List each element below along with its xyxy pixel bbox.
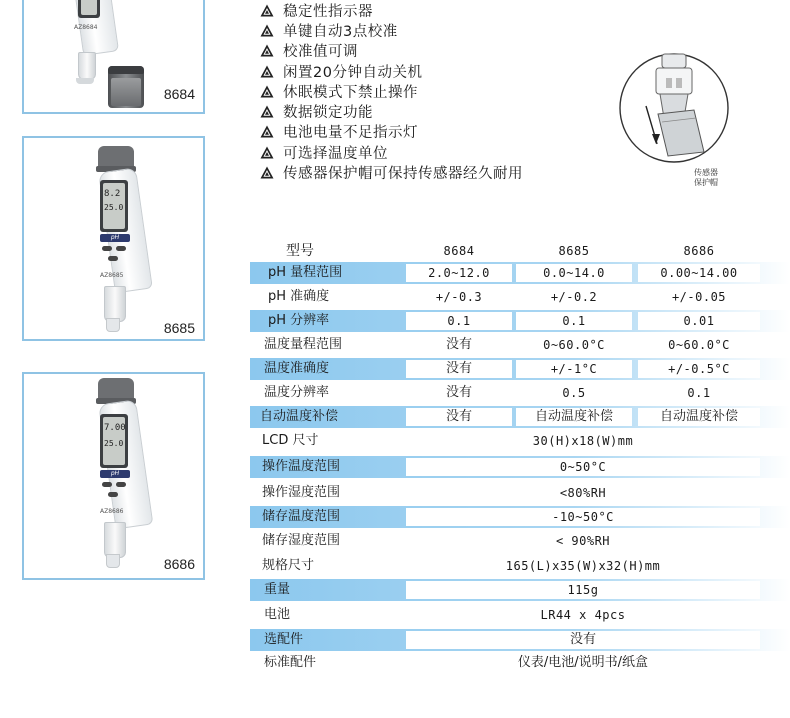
table-cell: 0.1: [687, 386, 711, 400]
table-cell: +/-1°C: [550, 362, 598, 376]
list-item: 单键自动3点校准: [260, 20, 523, 40]
table-row: [250, 555, 790, 577]
warning-triangle-icon: [260, 44, 274, 57]
row-label: pH 量程范围: [268, 265, 343, 280]
table-row: [250, 430, 790, 452]
table-row: [250, 262, 790, 284]
table-cell: 没有: [445, 385, 472, 400]
table-cell: +/-0.2: [550, 290, 598, 304]
table-cell: 没有: [445, 337, 472, 352]
warning-triangle-icon: [260, 166, 274, 179]
warning-triangle-icon: [260, 4, 274, 17]
product-card-8685: [22, 136, 205, 341]
row-label: 操作温度范围: [262, 459, 341, 474]
sensor-caption: 传感器 保护帽: [694, 168, 718, 187]
header-cell: 8684: [443, 244, 475, 258]
table-cell: <80%RH: [559, 486, 607, 500]
header-cell: 8686: [683, 244, 715, 258]
table-cell: 0.00~14.00: [660, 266, 738, 280]
table-cell: 2.0~12.0: [428, 266, 490, 280]
ph-meter-image: 8.2 25.0 pH AZ8685: [84, 146, 154, 336]
table-row: [250, 506, 790, 528]
table-cell: 0~50°C: [559, 460, 607, 474]
table-cell: 0.1: [447, 314, 471, 328]
row-label: 规格尺寸: [262, 558, 315, 573]
feature-list: [260, 0, 523, 183]
table-cell: 0.0~14.0: [543, 266, 605, 280]
table-cell: 30(H)x18(W)mm: [532, 434, 634, 448]
table-row: [250, 629, 790, 651]
row-label: 操作湿度范围: [262, 485, 341, 500]
warning-triangle-icon: [260, 125, 274, 138]
device-model-text: AZ8685: [100, 272, 124, 279]
warning-triangle-icon: [260, 85, 274, 98]
table-cell: < 90%RH: [555, 534, 611, 548]
list-item: 数据锁定功能: [260, 101, 523, 121]
model-label: 8685: [163, 320, 195, 336]
sensor-cap-image: [108, 66, 144, 108]
table-cell: 0~60.0°C: [543, 338, 605, 352]
row-label: 标准配件: [264, 655, 317, 670]
table-cell: 0.01: [683, 314, 715, 328]
table-row: [250, 652, 790, 674]
table-cell: 0.1: [562, 314, 586, 328]
table-row: [250, 482, 790, 504]
product-card-8686: [22, 372, 205, 580]
header-cell: 8685: [558, 244, 590, 258]
sensor-cap-illustration: [612, 44, 762, 169]
list-item: 校准值可调: [260, 41, 523, 61]
list-item: 传感器保护帽可保持传感器经久耐用: [260, 162, 523, 182]
table-cell: +/-0.3: [435, 290, 483, 304]
row-label: 温度准确度: [264, 361, 330, 376]
list-item: 闲置20分钟自动关机: [260, 61, 523, 81]
row-label: 电池: [264, 607, 291, 622]
table-header: [250, 240, 790, 262]
table-row: [250, 382, 790, 404]
row-label: 储存温度范围: [262, 509, 341, 524]
list-item: 可选择温度单位: [260, 142, 523, 162]
table-cell: LR44 x 4pcs: [540, 608, 626, 622]
header-label: 型号: [286, 243, 314, 259]
row-label: 选配件: [264, 632, 304, 647]
table-cell: 仪表/电池/说明书/纸盒: [517, 655, 649, 670]
table-cell: 自动温度补偿: [659, 409, 738, 424]
table-cell: +/-0.5°C: [668, 362, 730, 376]
table-cell: +/-0.05: [671, 290, 727, 304]
table-cell: 0~60.0°C: [668, 338, 730, 352]
table-row: [250, 286, 790, 308]
row-label: pH 准确度: [268, 289, 330, 304]
device-model-text: AZ8686: [100, 508, 124, 515]
row-label: 储存湿度范围: [262, 533, 341, 548]
table-row: [250, 456, 790, 478]
list-item: 电池电量不足指示灯: [260, 122, 523, 142]
table-row: [250, 579, 790, 601]
list-item: 休眠模式下禁止操作: [260, 81, 523, 101]
table-cell: 自动温度补偿: [534, 409, 613, 424]
table-cell: 0.5: [562, 386, 586, 400]
row-label: 温度量程范围: [264, 337, 343, 352]
row-label: 温度分辨率: [264, 385, 330, 400]
model-label: 8686: [163, 556, 195, 572]
table-row: [250, 406, 790, 428]
table-cell: 没有: [445, 361, 472, 376]
table-cell: 没有: [569, 632, 596, 647]
table-cell: 165(L)x35(W)x32(H)mm: [505, 559, 661, 573]
ph-meter-image: [64, 0, 144, 108]
row-label: 自动温度补偿: [260, 409, 339, 424]
ph-meter-image: 7.00 25.0 pH AZ8686: [84, 378, 154, 573]
table-row: [250, 310, 790, 332]
warning-triangle-icon: [260, 24, 274, 37]
table-row: [250, 358, 790, 380]
warning-triangle-icon: [260, 105, 274, 118]
warning-triangle-icon: [260, 65, 274, 78]
product-card-8684: [22, 0, 205, 114]
table-row: [250, 604, 790, 626]
table-cell: 115g: [567, 583, 599, 597]
table-cell: 没有: [445, 409, 472, 424]
device-model-text: AZ8684: [74, 24, 98, 31]
table-row: [250, 334, 790, 356]
model-label: 8684: [163, 86, 195, 102]
warning-triangle-icon: [260, 146, 274, 159]
row-label: LCD 尺寸: [262, 433, 319, 448]
list-item: 稳定性指示器: [260, 0, 523, 20]
row-label: pH 分辨率: [268, 313, 330, 328]
row-label: 重量: [264, 582, 291, 597]
table-cell: -10~50°C: [552, 510, 614, 524]
table-row: [250, 530, 790, 552]
